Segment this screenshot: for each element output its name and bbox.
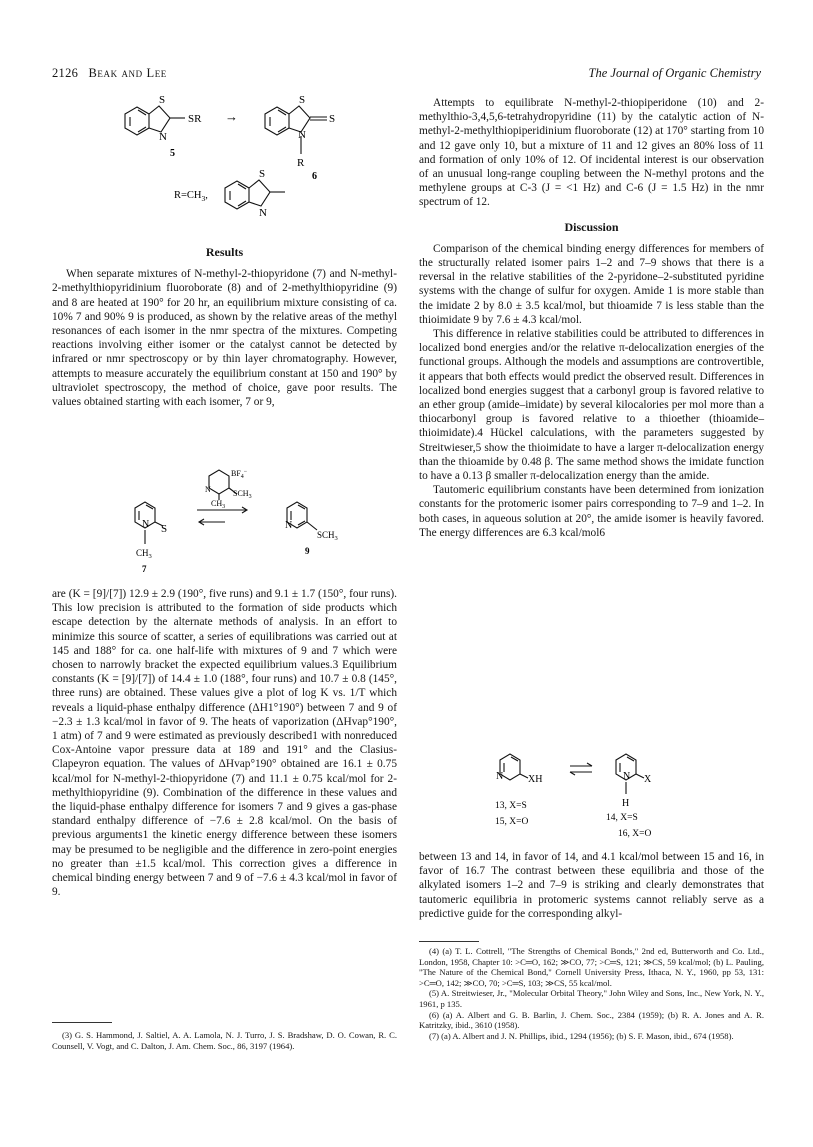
n-plus-atom: N bbox=[205, 485, 211, 494]
compound-label-13: 13, X=S bbox=[495, 801, 527, 811]
sch3-catalyst: $SCH_3$ bbox=[233, 489, 252, 500]
atom-s: S bbox=[159, 94, 166, 106]
xh-group: XH bbox=[528, 774, 543, 785]
compound-label-6: 6 bbox=[312, 171, 317, 182]
discussion-paragraph-2: This difference in relative stabilities could be attributed to differences in localized bond energies and/or the relative π-delocalization energies of the functional groups. Although the models and assumptions are controvertible, it appears that both effects would predict the observed result. Differences in localized bond energies suggest that a carbonyl group is favored relative to an ether group (amide–imidate) by several kilocalories per mol more than a thiocarbonyl group is favored relative to a thioether (thioamide–thioimidate).4 Hückel calculations, with the parameters suggested by Streitwieser,5 show the thioimidate to have a larger π-delocalization energy than the thioamide by 0.48 β. The same method shows the imidate function to have a 0.13 β smaller π-delocalization energy than the amide. bbox=[419, 328, 764, 483]
discussion-paragraph-3: Tautomeric equilibrium constants have been determined from ionization constants for the protomeric isomer pairs corresponding to 7–9 and 1–2. In both cases, in aqueous solution at 20°, the amide isomer is heavily favored. The energy differences are 6.3 kcal/mol6 bbox=[419, 484, 764, 539]
discussion-paragraph-1: Comparison of the chemical binding energy differences for members of the structurally related isomer pairs 1–2 and 7–9 shows that there is a reversal in the relative stabilities of the 2-pyridone–2-substituted pyridine systems with the change of sulfur for oxygen. Amide 1 is more stable than the imidate 2 by 8.0 ± 3.5 kcal/mol, but thioamide 7 is less stable than the thioimidate 9 by 7.6 ± 4.3 kcal/mol. bbox=[419, 242, 764, 326]
compound-label-14: 14, X=S bbox=[606, 813, 638, 823]
ch3-catalyst: $CH_3$ bbox=[211, 499, 226, 510]
h-atom: H bbox=[622, 798, 630, 809]
results-paragraph-1: When separate mixtures of N-methyl-2-thiopyridone (7) and N-methyl-2-methylthiopyridinium fluoroborate (8) and of 2-methylthiopyridine (9) and 8 are heated at 190° for 20 hr, an equilibrium mixture consisting of ca. 10% 7 and 90% 9 is produced, as shown by the relative areas of the methyl resonances of each isomer in the nmr spectra of the mixtures. Competing reactions involving either isomer or the catalyst cannot be detected by infrared or nmr spectroscopy or by thin layer chromatography. However, attempts to measure accurately the equilibrium constant at 150 and 190° by ultraviolet spectroscopy, the method of choice, gave poor results. The values obtained starting with each isomer, 7 or 9, bbox=[52, 268, 397, 409]
r-definition: $R=CH_3$, bbox=[174, 190, 208, 203]
atom-n: N bbox=[259, 207, 267, 219]
footnote-3: (3) G. S. Hammond, J. Saltiel, A. A. Lamola, N. J. Turro, J. S. Bradshaw, D. O. Cowan, R. C. Counsell, V. Vogt, and C. Dalton, J. Am. Chem. Soc., 86, 3197 (1964). bbox=[52, 1030, 397, 1051]
footnote-7: (7) (a) A. Albert and J. N. Phillips, ibid., 1294 (1956); (b) S. F. Mason, ibid., 674 (1958). bbox=[429, 1030, 734, 1041]
atom-s: S bbox=[161, 523, 168, 535]
compound-label-5: 5 bbox=[170, 148, 175, 159]
results-section bbox=[52, 245, 397, 409]
atom-s-thione: S bbox=[329, 113, 336, 125]
authors: Beak and Lee bbox=[88, 66, 167, 80]
compound-label-9: 9 bbox=[305, 546, 310, 556]
scheme-thiopyridone-equilibrium bbox=[95, 466, 395, 578]
compound-label-7: 7 bbox=[142, 564, 147, 574]
page-number: 2126 bbox=[52, 66, 79, 80]
bf4-counterion: $BF_4^-$ bbox=[231, 469, 248, 480]
results-heading: Results bbox=[205, 245, 244, 259]
results-continued bbox=[52, 587, 397, 899]
footnotes-right bbox=[419, 946, 764, 1041]
sch3-group: $SCH_3$ bbox=[317, 530, 338, 542]
compound-label-15: 15, X=O bbox=[495, 817, 529, 827]
scheme-benzothiazole bbox=[95, 88, 395, 238]
footnote-5: (5) A. Streitwieser, Jr., "Molecular Orbital Theory," John Wiley and Sons, Inc., New York, N. Y., 1961, p 135. bbox=[419, 988, 764, 1009]
intro-paragraph: Attempts to equilibrate N-methyl-2-thiopiperidone (10) and 2-methylthio-3,4,5,6-tetrahydropyridine (11) by the catalytic action of N-methyl-2-methylthiopiperidinium fluoroborate (12) at 170° starting from 10 and 12 gave only 10, but a mixture of 11 and 12 gives an 80% loss of 11 and formation of only 10% of 12. Of incidental interest is our observation of an unusual long-range coupling between the N-methyl protons and the methylene groups at C-3 (J = <1 Hz) and C-6 (J = 1.5 Hz) in the nmr spectrum of 12. bbox=[419, 97, 764, 209]
ch3-group: $CH_3$ bbox=[136, 548, 152, 560]
atom-n: N bbox=[496, 771, 504, 782]
atom-n: N bbox=[159, 131, 167, 143]
results-paragraph-2: are (K = [9]/[7]) 12.9 ± 2.9 (190°, five runs) and 9.1 ± 1.7 (150°, four runs). This low precision is attributed to the formation of side products which escape detection by the alternate methods of analysis. In an effort to minimize this source of scatter, a series of equilibrations was carried out at 145 and 188° for ca. one half-life with mixtures of 9 and 7 which were chosen to narrowly bracket the expected equilibrium values.3 Equilibrium constants (K = [9]/[7]) of 14.4 ± 1.0 (188°, four runs) and 10.7 ± 0.8 (145°, three runs) are obtained. These values give a plot of log K vs. 1/T which reveals a liquid-phase enthalpy difference (ΔH1°190°) between 7 and 9 of −2.3 ± 1.3 kcal/mol in favor of 9. The heats of vaporization (ΔHvap°190°, 1 atm) of 7 and 9 were estimated as previously described1 with nonreduced Cox-Antoine vapor pressure data at 189 and 191° and the Clasius-Clapeyron equation. The values of ΔHvap°190° obtained are 16.1 ± 0.75 kcal/mol for N-methyl-2-thiopyridone (7) and 11.1 ± 0.75 kcal/mol for 2-methylthiopyridine (9). Combination of the difference in these values and the liquid-phase enthalpy difference for isomers 7 and 9 gives a gas-phase standard enthalpy difference of −7.6 ± 2.8 kcal/mol. On the basis of previous arguments1 the kinetic energy difference between these isomers may be presumed to be negligible and the difference in zero-point energies no greater than ±1.5 kcal/mol. This correction gives a difference in chemical binding energy between 7 and 9 of −7.6 ± 4.3 kcal/mol in favor of 9. bbox=[52, 588, 397, 899]
atom-n: N bbox=[142, 519, 150, 530]
footnote-6: (6) (a) A. Albert and G. B. Barlin, J. Chem. Soc., 2384 (1959); (b) R. A. Jones and A. R. Katritzky, ibid., 3610 (1958). bbox=[419, 1009, 764, 1031]
discussion-heading: Discussion bbox=[564, 219, 619, 234]
scheme-tautomers bbox=[478, 748, 738, 840]
atom-s: S bbox=[259, 168, 266, 180]
footnote-rule bbox=[419, 941, 479, 942]
running-header-left bbox=[52, 66, 167, 81]
reaction-arrow: → bbox=[225, 109, 238, 124]
journal-title: The Journal of Organic Chemistry bbox=[588, 66, 761, 80]
footnote-4: (4) (a) T. L. Cottrell, "The Strengths of Chemical Bonds," 2nd ed, Butterworth and Co. Ltd., London, 1958, Chapter 10: >C═O, 162; ≫CO, 77; >C═S, 121; ≫CS, 59 kcal/mol; (b) L. Pauling, "The Nature of the Chemical Bond," Cornell University Press, Ithaca, N. Y., 1960, pp 53, 131: >C═O, 142; ≫CO, 70; >C═S, 103; ≫CS, 55 kcal/mol. bbox=[419, 946, 764, 988]
discussion-continued bbox=[419, 850, 764, 921]
right-column-intro bbox=[419, 96, 764, 540]
r-group: R bbox=[297, 157, 305, 169]
sr-group: SR bbox=[188, 113, 202, 125]
footnotes-left bbox=[52, 1030, 397, 1051]
compound-label-16: 16, X=O bbox=[618, 829, 652, 839]
atom-n: N bbox=[623, 771, 631, 782]
footnote-rule bbox=[52, 1022, 112, 1023]
discussion-paragraph-4: between 13 and 14, in favor of 14, and 4.1 kcal/mol between 15 and 16, in favor of 16.7 The contrast between these equilibria and those of the alkylated isomers 1–2 and 7–9 is striking and clearly demonstrates that tautomeric equilibria in protomeric systems cannot reliably serve as a predictive guide for the corresponding alkyl- bbox=[419, 851, 764, 920]
atom-n: N bbox=[298, 129, 306, 141]
x-group: X bbox=[644, 774, 652, 785]
atom-s: S bbox=[299, 94, 306, 106]
atom-n: N bbox=[285, 520, 293, 531]
